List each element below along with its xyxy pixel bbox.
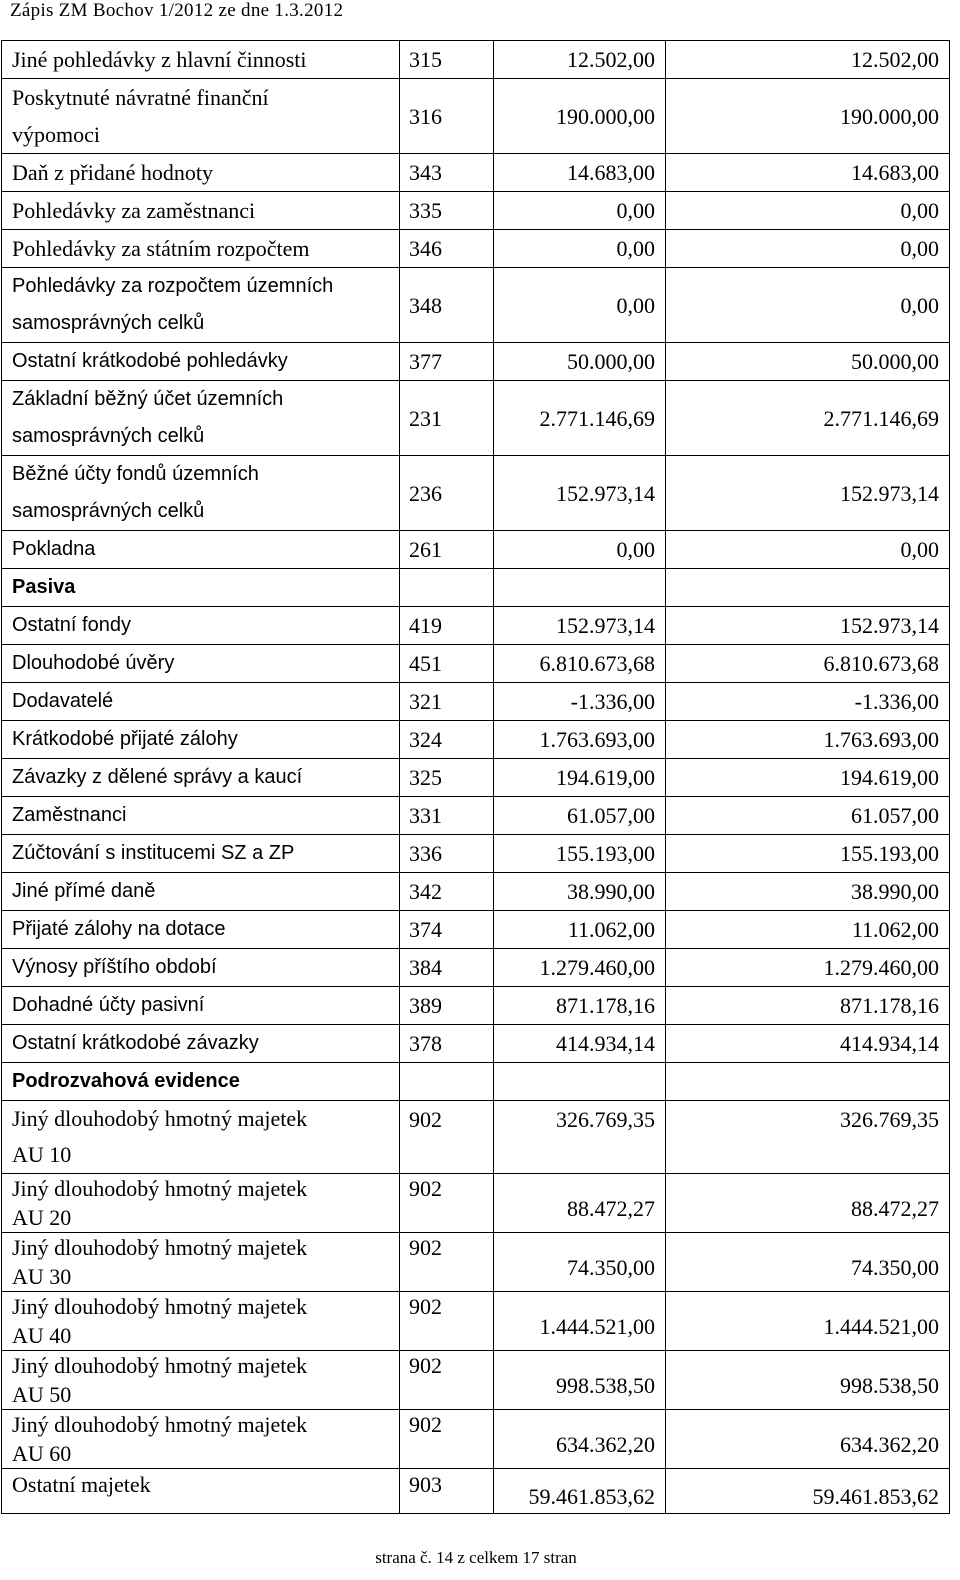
account-name-line: Přijaté zálohy na dotace [12, 918, 226, 940]
account-code-value: 348 [409, 292, 442, 318]
account-code [400, 1174, 494, 1233]
balance-table [1, 40, 950, 1514]
amount-column-2: 998.538,50 [666, 1351, 950, 1410]
amount-column-1: 0,00 [494, 268, 666, 343]
table-row [2, 1292, 950, 1351]
table-row [2, 268, 950, 343]
amount-column-2: 152.973,14 [666, 456, 950, 531]
account-code [400, 154, 494, 192]
account-code-value: 377 [409, 349, 442, 374]
table-row [2, 607, 950, 645]
account-name-line: Dohadné účty pasivní [12, 994, 205, 1016]
amount-column-1: 1.279.460,00 [494, 949, 666, 987]
account-name [2, 1410, 400, 1469]
amount-column-1: 6.810.673,68 [494, 645, 666, 683]
amount-column-2: 634.362,20 [666, 1410, 950, 1469]
amount-column-2: 326.769,35 [666, 1101, 950, 1174]
account-code-value: 374 [409, 917, 442, 942]
table-row [2, 456, 950, 531]
table-row [2, 154, 950, 192]
account-name-line: Běžné účty fondů územních [12, 463, 259, 485]
account-name-line-2: AU 20 [12, 1205, 72, 1230]
amount-column-1: 414.934,14 [494, 1025, 666, 1063]
account-name-line: Pohledávky za zaměstnanci [12, 198, 256, 223]
account-code-value: 321 [409, 689, 442, 714]
account-name [2, 911, 400, 949]
account-name-line: Poskytnuté návratné finanční [12, 85, 269, 110]
account-name [2, 1025, 400, 1063]
account-name [2, 343, 400, 381]
amount-column-2: 50.000,00 [666, 343, 950, 381]
amount-column-1: 50.000,00 [494, 343, 666, 381]
balance-table-container [1, 40, 949, 1514]
amount-column-1: 634.362,20 [494, 1410, 666, 1469]
account-name-line: Jiný dlouhodobý hmotný majetek [12, 1412, 308, 1437]
table-row [2, 1174, 950, 1233]
amount-column-2: 14.683,00 [666, 154, 950, 192]
account-code [400, 721, 494, 759]
amount-column-1: 38.990,00 [494, 873, 666, 911]
account-name-line-2: výpomoci [12, 122, 100, 147]
amount-column-2: 12.502,00 [666, 41, 950, 79]
account-name [2, 154, 400, 192]
account-code [400, 1233, 494, 1292]
account-name [2, 456, 400, 531]
account-name [2, 1233, 400, 1292]
table-row [2, 1025, 950, 1063]
page-footer [0, 1548, 960, 1568]
amount-column-1: 1.763.693,00 [494, 721, 666, 759]
table-row [2, 949, 950, 987]
account-code-value: 902 [409, 1412, 442, 1437]
account-code [400, 1469, 494, 1514]
account-name-line: Pokladna [12, 538, 96, 560]
account-code-value: 231 [409, 405, 442, 431]
table-row [2, 987, 950, 1025]
account-code [400, 1292, 494, 1351]
empty-cell [494, 569, 666, 607]
account-name [2, 1292, 400, 1351]
account-code [400, 1101, 494, 1174]
account-code [400, 381, 494, 456]
account-code-value: 342 [409, 879, 442, 904]
amount-column-1: 2.771.146,69 [494, 381, 666, 456]
account-name [2, 797, 400, 835]
amount-column-1: 59.461.853,62 [494, 1469, 666, 1514]
table-row [2, 343, 950, 381]
account-code [400, 456, 494, 531]
account-name-line-2: samosprávných celků [12, 312, 205, 334]
account-name-line-2: AU 60 [12, 1441, 72, 1466]
account-name [2, 759, 400, 797]
table-row [2, 645, 950, 683]
account-name-line: Jiný dlouhodobý hmotný majetek [12, 1353, 308, 1378]
account-name-line: Ostatní majetek [12, 1472, 151, 1497]
amount-column-1: 998.538,50 [494, 1351, 666, 1410]
account-name-line: Jiný dlouhodobý hmotný majetek [12, 1106, 308, 1131]
account-code [400, 987, 494, 1025]
amount-column-1: 152.973,14 [494, 456, 666, 531]
account-code-value: 236 [409, 480, 442, 506]
account-code [400, 192, 494, 230]
account-code [400, 343, 494, 381]
account-code-value: 902 [409, 1294, 442, 1319]
account-code [400, 531, 494, 569]
amount-column-1: -1.336,00 [494, 683, 666, 721]
account-name-line: Jiný dlouhodobý hmotný majetek [12, 1294, 308, 1319]
amount-column-2: 6.810.673,68 [666, 645, 950, 683]
account-code [400, 1025, 494, 1063]
account-name-line-2: samosprávných celků [12, 425, 205, 447]
account-name-line: Zaměstnanci [12, 804, 127, 826]
amount-column-1: 0,00 [494, 192, 666, 230]
amount-column-2: 38.990,00 [666, 873, 950, 911]
account-name [2, 949, 400, 987]
account-name-line: Ostatní krátkodobé pohledávky [12, 350, 288, 372]
account-name-line-2: samosprávných celků [12, 500, 205, 522]
account-code-value: 903 [409, 1472, 442, 1497]
amount-column-1: 11.062,00 [494, 911, 666, 949]
amount-column-1: 194.619,00 [494, 759, 666, 797]
account-code [400, 873, 494, 911]
account-name [2, 268, 400, 343]
account-code [400, 607, 494, 645]
account-code-value: 902 [409, 1176, 442, 1201]
account-name-line: Dodavatelé [12, 690, 114, 712]
account-name-line: Zúčtování s institucemi SZ a ZP [12, 842, 295, 864]
amount-column-1: 14.683,00 [494, 154, 666, 192]
account-name [2, 645, 400, 683]
account-code [400, 1410, 494, 1469]
account-code [400, 949, 494, 987]
account-name [2, 987, 400, 1025]
account-code-value: 261 [409, 537, 442, 562]
account-code [400, 683, 494, 721]
amount-column-2: 1.763.693,00 [666, 721, 950, 759]
account-name-line-2: AU 40 [12, 1323, 72, 1348]
account-name-line: Ostatní krátkodobé závazky [12, 1032, 259, 1054]
account-name [2, 835, 400, 873]
table-row [2, 835, 950, 873]
amount-column-2: 1.279.460,00 [666, 949, 950, 987]
account-code-value: 902 [409, 1353, 442, 1378]
table-row [2, 797, 950, 835]
account-name-line: Dlouhodobé úvěry [12, 652, 175, 674]
amount-column-2: 88.472,27 [666, 1174, 950, 1233]
account-code-value: 378 [409, 1031, 442, 1056]
amount-column-2: 0,00 [666, 230, 950, 268]
account-name [2, 873, 400, 911]
account-name-line: Závazky z dělené správy a kaucí [12, 766, 303, 788]
amount-column-1: 74.350,00 [494, 1233, 666, 1292]
table-row [2, 721, 950, 759]
amount-column-1: 88.472,27 [494, 1174, 666, 1233]
amount-column-1: 61.057,00 [494, 797, 666, 835]
account-name-line-2: AU 30 [12, 1264, 72, 1289]
empty-cell [666, 1063, 950, 1101]
account-code [400, 759, 494, 797]
account-name-line: Jiné pohledávky z hlavní činnosti [12, 47, 307, 72]
amount-column-2: 2.771.146,69 [666, 381, 950, 456]
amount-column-2: 194.619,00 [666, 759, 950, 797]
account-code-value: 336 [409, 841, 442, 866]
account-name [2, 79, 400, 154]
account-code-value: 335 [409, 198, 442, 223]
account-name [2, 1174, 400, 1233]
account-code [400, 268, 494, 343]
account-name-line-2: AU 10 [12, 1142, 72, 1167]
account-name-line: Základní běžný účet územních [12, 388, 284, 410]
account-code [400, 645, 494, 683]
table-row [2, 911, 950, 949]
amount-column-2: 11.062,00 [666, 911, 950, 949]
empty-cell [400, 569, 494, 607]
account-code-value: 389 [409, 993, 442, 1018]
section-heading: Pasiva [2, 569, 400, 607]
section-heading: Podrozvahová evidence [2, 1063, 400, 1101]
amount-column-1: 12.502,00 [494, 41, 666, 79]
account-name-line: Jiné přímé daně [12, 880, 156, 902]
account-name-line: Krátkodobé přijaté zálohy [12, 728, 238, 750]
account-code-value: 343 [409, 160, 442, 185]
account-name [2, 192, 400, 230]
account-code-value: 346 [409, 236, 442, 261]
account-name [2, 531, 400, 569]
account-name-line: Jiný dlouhodobý hmotný majetek [12, 1176, 308, 1201]
amount-column-1: 190.000,00 [494, 79, 666, 154]
amount-column-2: 152.973,14 [666, 607, 950, 645]
section-row [2, 569, 950, 607]
account-name-line: Výnosy příštího období [12, 956, 217, 978]
account-code-value: 325 [409, 765, 442, 790]
account-name [2, 41, 400, 79]
amount-column-2: 0,00 [666, 531, 950, 569]
account-code [400, 1351, 494, 1410]
table-row [2, 531, 950, 569]
account-name [2, 721, 400, 759]
amount-column-2: 414.934,14 [666, 1025, 950, 1063]
account-name [2, 381, 400, 456]
page-header: Zápis ZM Bochov 1/2012 ze dne 1.3.2012 [10, 0, 344, 21]
amount-column-2: 0,00 [666, 268, 950, 343]
table-row [2, 873, 950, 911]
table-row [2, 1233, 950, 1292]
table-row [2, 683, 950, 721]
table-row [2, 381, 950, 456]
account-code [400, 835, 494, 873]
account-code-value: 451 [409, 651, 442, 676]
account-name-line: Ostatní fondy [12, 614, 131, 636]
empty-cell [400, 1063, 494, 1101]
amount-column-1: 1.444.521,00 [494, 1292, 666, 1351]
amount-column-1: 155.193,00 [494, 835, 666, 873]
account-code-value: 902 [409, 1235, 442, 1260]
account-code [400, 230, 494, 268]
page-number: strana č. 14 z celkem 17 stran [375, 1548, 577, 1567]
empty-cell [494, 1063, 666, 1101]
account-code-value: 316 [409, 103, 442, 129]
amount-column-2: 155.193,00 [666, 835, 950, 873]
account-code-value: 324 [409, 727, 442, 752]
account-code [400, 41, 494, 79]
account-name [2, 1469, 400, 1514]
account-name-line: Pohledávky za rozpočtem územních [12, 275, 334, 297]
table-row [2, 1469, 950, 1514]
amount-column-2: 61.057,00 [666, 797, 950, 835]
amount-column-2: -1.336,00 [666, 683, 950, 721]
amount-column-1: 0,00 [494, 230, 666, 268]
table-row [2, 1351, 950, 1410]
amount-column-1: 0,00 [494, 531, 666, 569]
table-row [2, 1101, 950, 1174]
amount-column-2: 871.178,16 [666, 987, 950, 1025]
amount-column-2: 190.000,00 [666, 79, 950, 154]
account-name [2, 230, 400, 268]
account-name [2, 607, 400, 645]
amount-column-1: 326.769,35 [494, 1101, 666, 1174]
account-code [400, 797, 494, 835]
account-name [2, 1101, 400, 1174]
amount-column-2: 1.444.521,00 [666, 1292, 950, 1351]
account-name-line: Daň z přidané hodnoty [12, 160, 213, 185]
account-code [400, 79, 494, 154]
account-name-line-2: AU 50 [12, 1382, 72, 1407]
account-name-line: Pohledávky za státním rozpočtem [12, 236, 310, 261]
account-code-value: 419 [409, 613, 442, 638]
empty-cell [666, 569, 950, 607]
account-code-value: 384 [409, 955, 442, 980]
amount-column-2: 59.461.853,62 [666, 1469, 950, 1514]
account-code-value: 331 [409, 803, 442, 828]
account-code-value: 315 [409, 47, 442, 72]
table-row [2, 41, 950, 79]
account-name [2, 683, 400, 721]
account-name [2, 1351, 400, 1410]
amount-column-1: 871.178,16 [494, 987, 666, 1025]
table-row [2, 759, 950, 797]
section-row [2, 1063, 950, 1101]
table-row [2, 192, 950, 230]
account-code [400, 911, 494, 949]
account-code-value: 902 [409, 1107, 442, 1132]
amount-column-2: 0,00 [666, 192, 950, 230]
account-name-line: Jiný dlouhodobý hmotný majetek [12, 1235, 308, 1260]
amount-column-2: 74.350,00 [666, 1233, 950, 1292]
table-row [2, 79, 950, 154]
table-row [2, 1410, 950, 1469]
amount-column-1: 152.973,14 [494, 607, 666, 645]
table-row [2, 230, 950, 268]
